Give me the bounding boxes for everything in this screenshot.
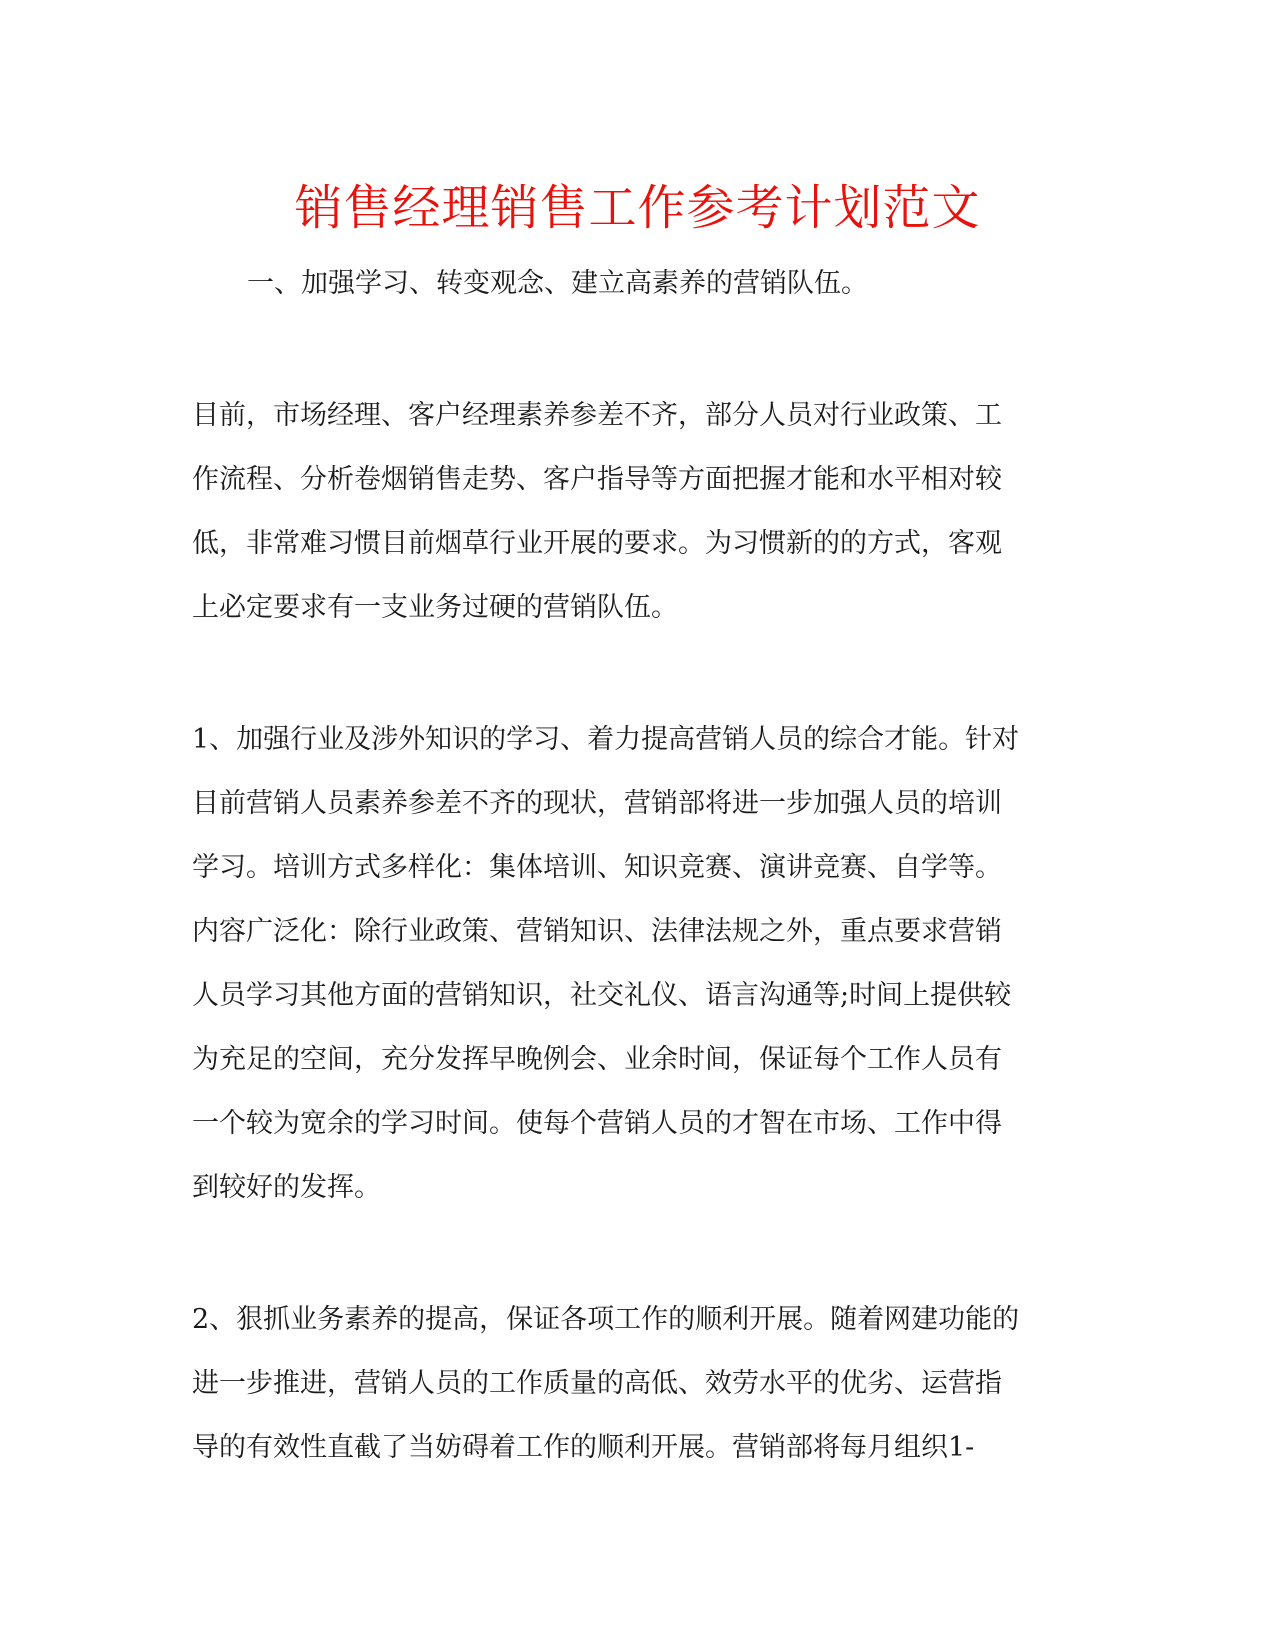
paragraph-line: 为充足的空间，充分发挥早晚例会、业余时间，保证每个工作人员有: [192, 1044, 1002, 1075]
section-heading: 一、加强学习、转变观念、建立高素养的营销队伍。: [247, 268, 868, 299]
paragraph-line: 目前，市场经理、客户经理素养参差不齐，部分人员对行业政策、工: [192, 400, 1002, 431]
paragraph-line: 上必定要求有一支业务过硬的营销队伍。: [192, 592, 678, 623]
paragraph-line: 一个较为宽余的学习时间。使每个营销人员的才智在市场、工作中得: [192, 1108, 1002, 1139]
document-title: 销售经理销售工作参考计划范文: [294, 180, 981, 236]
paragraph-line: 进一步推进，营销人员的工作质量的高低、效劳水平的优劣、运营指: [192, 1368, 1002, 1399]
paragraph-line: 导的有效性直截了当妨碍着工作的顺利开展。营销部将每月组织1-: [192, 1432, 975, 1463]
paragraph-line: 低，非常难习惯目前烟草行业开展的要求。为习惯新的的方式，客观: [192, 528, 1002, 559]
paragraph-line: 1、加强行业及涉外知识的学习、着力提高营销人员的综合才能。针对: [192, 724, 1020, 755]
paragraph: [192, 384, 1082, 640]
paragraph-line: 作流程、分析卷烟销售走势、客户指导等方面把握才能和水平相对较: [192, 464, 1002, 495]
paragraph-line: 到较好的发挥。: [192, 1172, 381, 1203]
paragraph: [192, 708, 1082, 1220]
paragraph-line: 人员学习其他方面的营销知识，社交礼仪、语言沟通等;时间上提供较: [192, 980, 1012, 1011]
paragraph-line: 内容广泛化：除行业政策、营销知识、法律法规之外，重点要求营销: [192, 916, 1002, 947]
paragraph-line: 2、狠抓业务素养的提高，保证各项工作的顺利开展。随着网建功能的: [192, 1304, 1020, 1335]
paragraph-line: 学习。培训方式多样化：集体培训、知识竞赛、演讲竞赛、自学等。: [192, 852, 1002, 883]
paragraph-line: 目前营销人员素养参差不齐的现状，营销部将进一步加强人员的培训: [192, 788, 1002, 819]
paragraph: [192, 1288, 1082, 1480]
